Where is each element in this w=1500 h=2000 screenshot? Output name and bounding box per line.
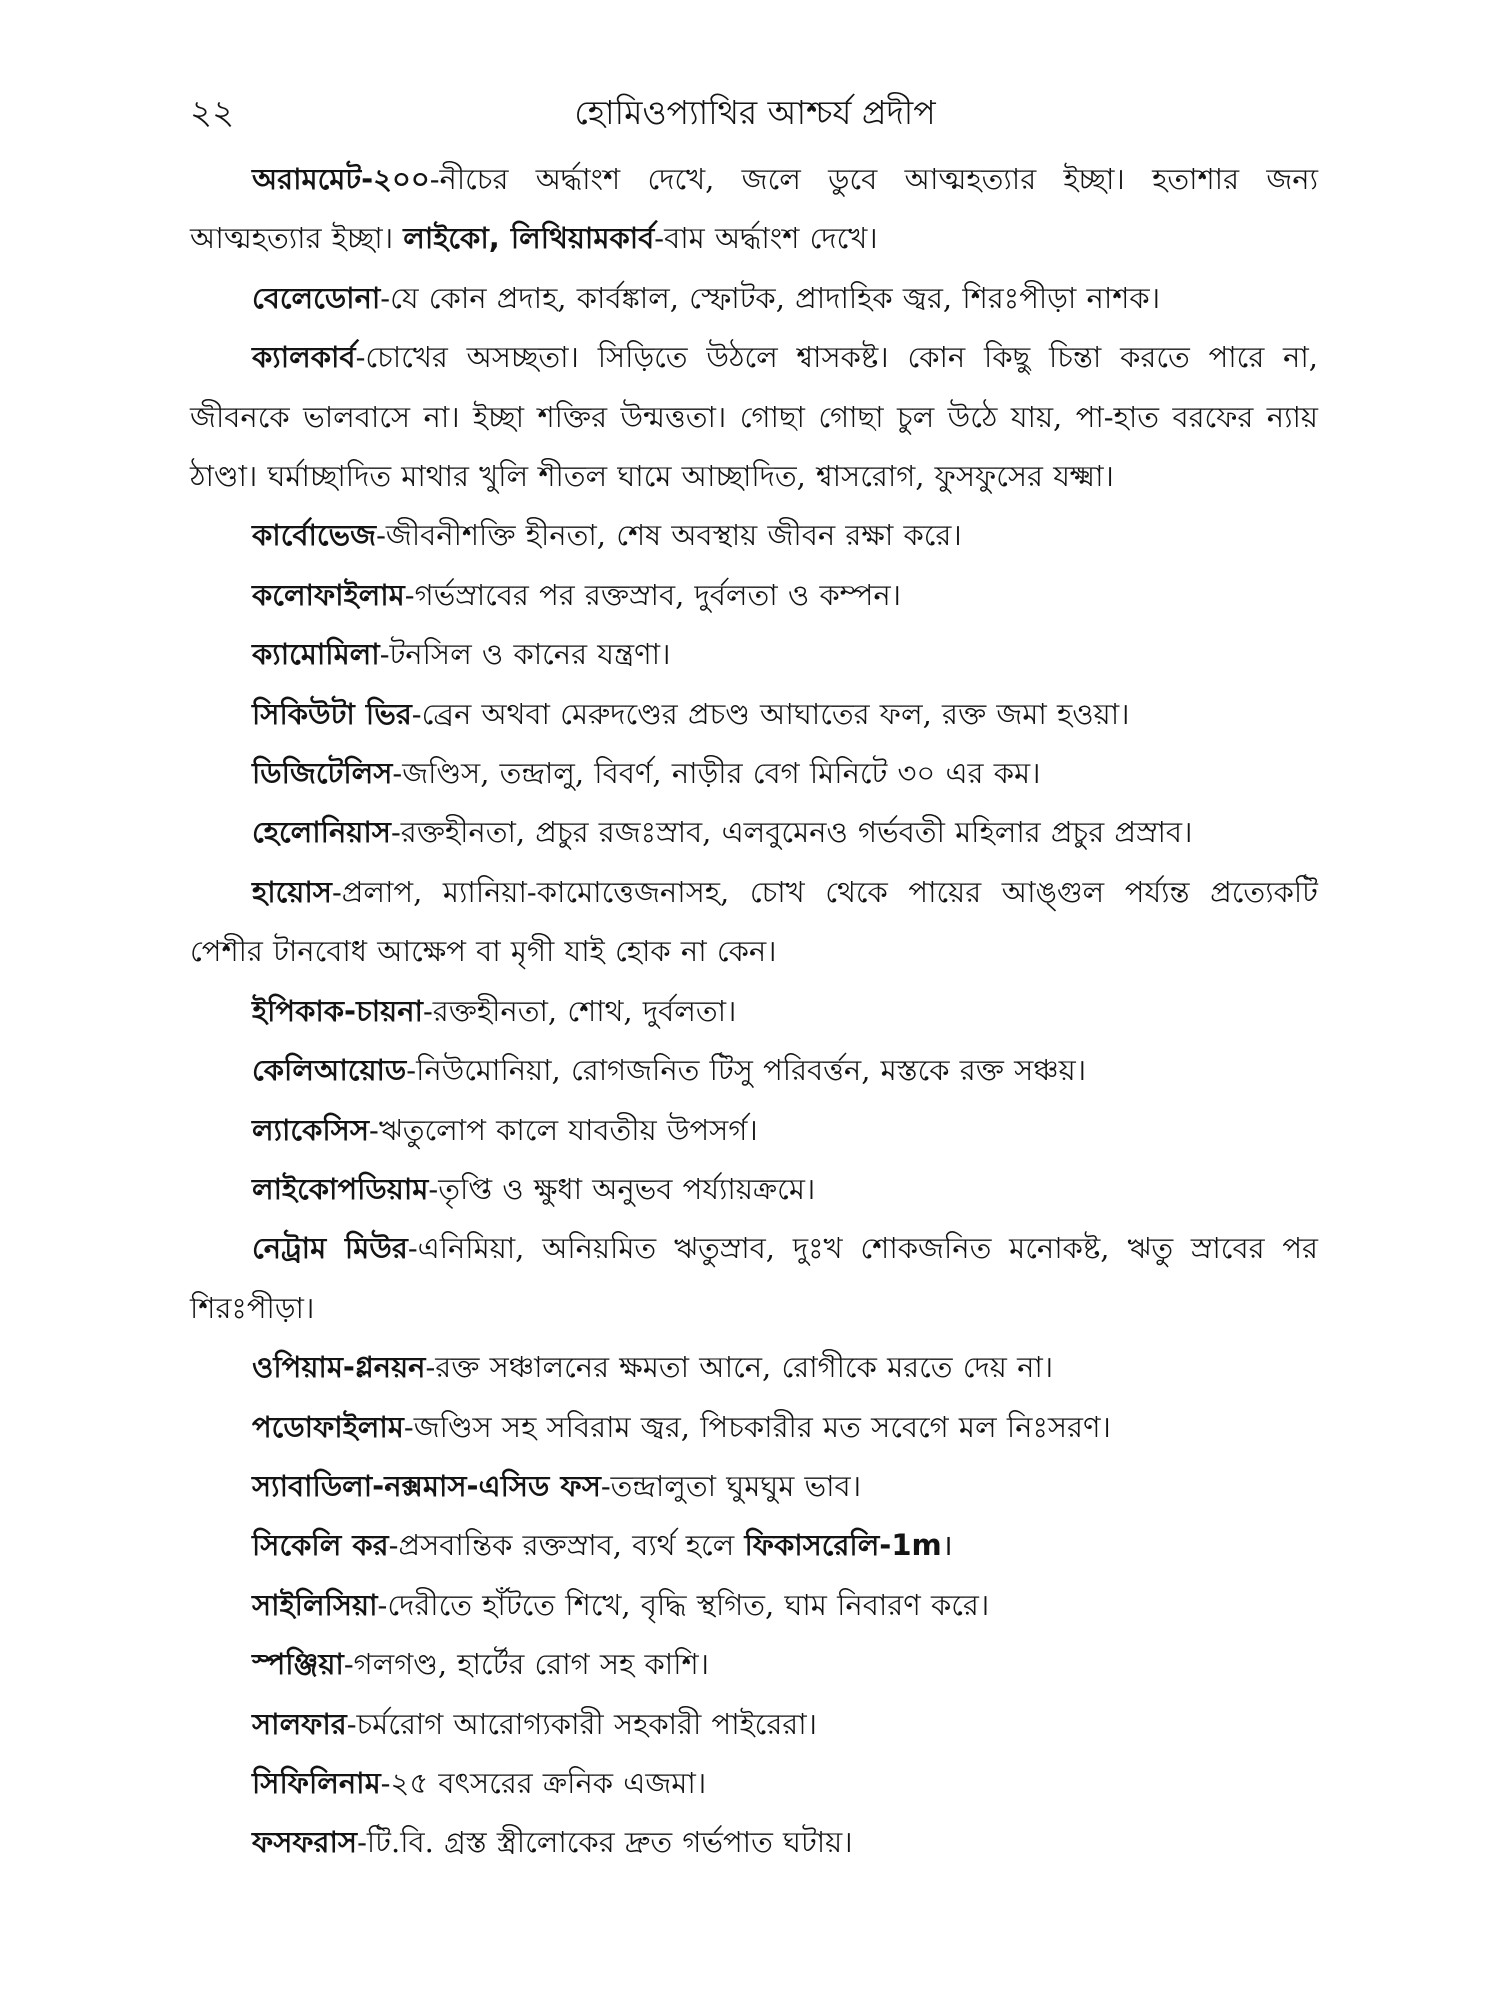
remedy-description: -রক্তহীনতা, শোথ, দুর্বলতা। xyxy=(422,993,737,1028)
remedy-description: -চোখের অসচ্ছতা। সিড়িতে উঠলে শ্বাসকষ্ট। কোন কিছু চিন্তা করতে পারে না, জীবনকে ভালবাসে না। ইচ্ছা শক্তির উন্মত্ততা। গোছা গোছা চুল উঠে যায়, পা-হাত বরফের ন্যায় ঠাণ্ডা। ঘর্মাচ্ছাদিত মাথার খুলি শীতল ঘামে আচ্ছাদিত, শ্বাসরোগ, ফুসফুসের যক্ষ্মা। xyxy=(190,340,1318,494)
remedy-description: -২৫ বৎসরের ক্রনিক এজমা। xyxy=(380,1765,707,1800)
entry-calc-carb xyxy=(190,328,1318,506)
entry-aurum-met xyxy=(190,150,1318,269)
remedy-description: -টি.বি. গ্রস্ত স্ত্রীলোকের দ্রুত গর্ভপাত ঘটায়। xyxy=(357,1825,853,1860)
remedy-description: -গর্ভস্রাবের পর রক্তস্রাব, দুর্বলতা ও কম্পন। xyxy=(404,577,902,612)
entry-lachesis xyxy=(190,1101,1318,1160)
remedy-name: বেলেডোনা xyxy=(252,280,381,315)
remedy-name: সালফার xyxy=(252,1706,347,1741)
entry-ipecac-china xyxy=(190,982,1318,1041)
remedy-name: ওপিয়াম-গ্লনয়ন xyxy=(252,1350,426,1385)
remedy-name: ল্যাকেসিস xyxy=(252,1112,369,1147)
entry-spongia xyxy=(190,1635,1318,1694)
remedy-description: -গলগণ্ড, হার্টের রোগ সহ কাশি। xyxy=(343,1647,710,1682)
remedy-name: নেট্রাম মিউর xyxy=(252,1231,408,1266)
remedy-name: হেলোনিয়াস xyxy=(252,815,391,850)
entry-helonias xyxy=(190,803,1318,862)
remedy-description: -জীবনীশক্তি হীনতা, শেষ অবস্থায় জীবন রক্ষা করে। xyxy=(376,518,962,553)
remedy-description: -চর্মরোগ আরোগ্যকারী সহকারী পাইরেরা। xyxy=(346,1706,818,1741)
entry-secale-cor xyxy=(190,1516,1318,1575)
remedy-name: সিকেলি কর xyxy=(252,1528,389,1563)
remedy-name: ক্যামোমিলা xyxy=(252,637,380,672)
entry-sulphur xyxy=(190,1695,1318,1754)
remedy-description: -ঋতুলোপ কালে যাবতীয় উপসর্গ। xyxy=(368,1112,758,1147)
remedy-description: -তৃপ্তি ও ক্ষুধা অনুভব পর্য্যায়ক্রমে। xyxy=(428,1171,816,1206)
remedy-name: সিফিলিনাম xyxy=(252,1765,381,1800)
entry-sabadilla xyxy=(190,1457,1318,1516)
entry-lycopodium xyxy=(190,1160,1318,1219)
entry-phosphorus xyxy=(190,1813,1318,1872)
remedy-name: স্পঞ্জিয়া xyxy=(252,1647,344,1682)
remedy-description: -নীচের অর্দ্ধাংশ দেখে, জলে ডুবে আত্মহত্যার ইচ্ছা। হতাশার জন্য আত্মহত্যার ইচ্ছা। xyxy=(190,162,1318,256)
remedy-name: স্যাবাডিলা-নক্সমাস-এসিড ফস xyxy=(252,1468,601,1503)
remedy-description: -যে কোন প্রদাহ, কার্বঙ্কাল, স্ফোটক, প্রাদাহিক জ্বর, শিরঃপীড়া নাশক। xyxy=(380,280,1161,315)
entry-cicuta-vir xyxy=(190,685,1318,744)
entry-opium-glonoine xyxy=(190,1338,1318,1397)
page-header xyxy=(190,88,1320,138)
entry-kali-iod xyxy=(190,1041,1318,1100)
remedy-name-secondary: ফিকাসরেলি-1m xyxy=(744,1528,942,1563)
entry-silicea xyxy=(190,1576,1318,1635)
remedy-name: সাইলিসিয়া xyxy=(252,1587,378,1622)
remedy-name: অরামমেট-২০০ xyxy=(252,162,430,196)
remedy-name: ফসফরাস xyxy=(252,1825,358,1860)
entry-hyoscyamus xyxy=(190,863,1318,982)
entry-belladonna xyxy=(190,269,1318,328)
remedy-description: -প্রলাপ, ম্যানিয়া-কামোত্তেজনাসহ, চোখ থেকে পায়ের আঙ্গুল পর্য্যন্ত প্রত্যেকটি পেশীর টানবোধ আক্ষেপ বা মৃগী যাই হোক না কেন। xyxy=(190,874,1318,969)
remedy-name: ইপিকাক-চায়না xyxy=(252,993,423,1028)
entry-podophyllum xyxy=(190,1398,1318,1457)
remedy-description: -তন্দ্রালুতা ঘুমঘুম ভাব। xyxy=(600,1468,862,1503)
remedy-description: -জণ্ডিস, তন্দ্রালু, বিবর্ণ, নাড়ীর বেগ মিনিটে ৩০ এর কম। xyxy=(392,756,1041,791)
remedy-description-secondary: । xyxy=(941,1528,953,1563)
remedy-name: সিকিউটা ভির xyxy=(252,696,412,731)
remedy-name: কার্বোভেজ xyxy=(252,518,377,553)
remedy-name: লাইকোপডিয়াম xyxy=(252,1171,429,1206)
remedy-description: -রক্ত সঞ্চালনের ক্ষমতা আনে, রোগীকে মরতে দেয় না। xyxy=(425,1350,1054,1385)
entry-digitalis xyxy=(190,744,1318,803)
remedy-description: -জণ্ডিস সহ সবিরাম জ্বর, পিচকারীর মত সবেগে মল নিঃসরণ। xyxy=(403,1409,1111,1444)
remedy-name: পডোফাইলাম xyxy=(252,1409,404,1444)
remedy-name: হায়োস xyxy=(252,874,332,909)
entry-carbo-veg xyxy=(190,506,1318,565)
entry-caulophyllum xyxy=(190,566,1318,625)
remedy-name: ক্যালকার্ব xyxy=(252,340,356,375)
remedy-description: -ব্রেন অথবা মেরুদণ্ডের প্রচণ্ড আঘাতের ফল, রক্ত জমা হওয়া। xyxy=(411,696,1130,731)
remedy-name: কেলিআয়োড xyxy=(252,1053,407,1088)
remedy-description: -নিউমোনিয়া, রোগজনিত টিসু পরিবর্ত্তন, মস্তকে রক্ত সঞ্চয়। xyxy=(406,1053,1087,1088)
remedy-description-secondary: -বাম অর্দ্ধাংশ দেখে। xyxy=(654,221,878,256)
remedy-description: -রক্তহীনতা, প্রচুর রজঃস্রাব, এলবুমেনও গর্ভবতী মহিলার প্রচুর প্রস্রাব। xyxy=(390,815,1193,850)
page-number: ২২ xyxy=(190,93,235,133)
remedy-list xyxy=(190,150,1318,1873)
remedy-name: কলোফাইলাম xyxy=(252,577,405,612)
remedy-description: -প্রসবান্তিক রক্তস্রাব, ব্যর্থ হলে xyxy=(388,1528,735,1563)
remedy-description: -এনিমিয়া, অনিয়মিত ঋতুস্রাব, দুঃখ শোকজনিত মনোকষ্ট, ঋতু স্রাবের পর শিরঃপীড়া। xyxy=(190,1231,1319,1325)
remedy-name: ডিজিটেলিস xyxy=(252,756,393,791)
remedy-description: -টনসিল ও কানের যন্ত্রণা। xyxy=(379,637,671,672)
running-title: হোমিওপ্যাথির আশ্চর্য প্রদীপ xyxy=(574,93,936,132)
remedy-name-secondary: লাইকো, লিথিয়ামকার্ব xyxy=(403,221,655,256)
entry-chamomilla xyxy=(190,625,1318,684)
remedy-description: -দেরীতে হাঁটতে শিখে, বৃদ্ধি স্থগিত, ঘাম নিবারণ করে। xyxy=(377,1587,990,1622)
entry-syphilinum xyxy=(190,1754,1318,1813)
entry-natrum-mur xyxy=(190,1219,1318,1338)
